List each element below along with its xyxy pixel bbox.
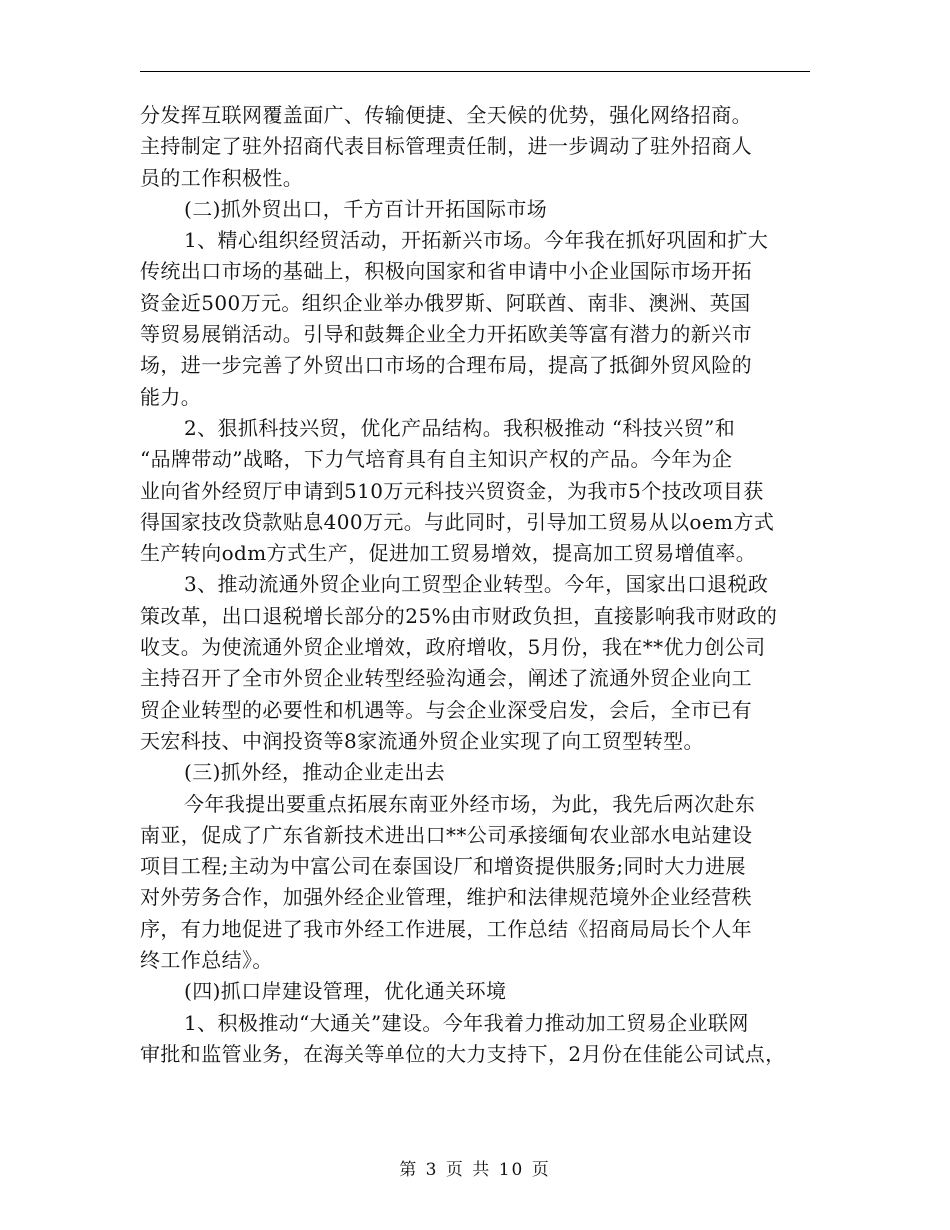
text-line: 主持制定了驻外招商代表目标管理责任制，进一步调动了驻外招商人 xyxy=(140,134,752,159)
text-line: 主持召开了全市外贸企业转型经验沟通会，阐述了流通外贸企业向工 xyxy=(140,666,752,691)
text-line: 传统出口市场的基础上，积极向国家和省申请中小企业国际市场开拓 xyxy=(140,259,752,284)
text-line: 1、积极推动“大通关”建设。今年我着力推动加工贸易企业联网 xyxy=(184,1010,749,1035)
text-line: 2、狠抓科技兴贸，优化产品结构。我积极推动 “科技兴贸”和 xyxy=(184,415,736,440)
text-line: 收支。为使流通外贸企业增效，政府增收，5月份，我在**优力创公司 xyxy=(140,635,766,660)
text-line: 员的工作积极性。 xyxy=(140,165,304,190)
document-body xyxy=(140,100,820,1070)
text-line: 1、精心组织经贸活动，开拓新兴市场。今年我在抓好巩固和扩大 xyxy=(184,228,769,253)
text-line: 终工作总结》。 xyxy=(140,948,273,973)
text-line: 对外劳务合作，加强外经企业管理，维护和法律规范境外企业经营秩 xyxy=(140,885,752,910)
text-line: 审批和监管业务，在海关等单位的大力支持下，2月份在佳能公司试点， xyxy=(140,1041,786,1066)
text-line: (四)抓口岸建设管理，优化通关环境 xyxy=(184,979,507,1004)
text-line: 分发挥互联网覆盖面广、传输便捷、全天候的优势，强化网络招商。 xyxy=(140,103,752,127)
text-line: 项目工程;主动为中富公司在泰国设厂和增资提供服务;同时大力进展 xyxy=(140,854,746,879)
text-line: 能力。 xyxy=(140,384,202,409)
text-line: 等贸易展销活动。引导和鼓舞企业全力开拓欧美等富有潜力的新兴市 xyxy=(140,322,752,347)
text-line: 资金近500万元。组织企业举办俄罗斯、阿联酋、南非、澳洲、英国 xyxy=(140,290,751,315)
text-line: “品牌带动”战略，下力气培育具有自主知识产权的产品。今年为企 xyxy=(140,447,733,472)
page-number: 第 3 页 共 10 页 xyxy=(399,1160,551,1180)
text-line: 天宏科技、中润投资等8家流通外贸企业实现了向工贸型转型。 xyxy=(140,728,704,753)
text-line: 序，有力地促进了我市外经工作进展，工作总结《招商局局长个人年 xyxy=(140,916,752,941)
text-line: 得国家技改贷款贴息400万元。与此同时，引导加工贸易从以oem方式 xyxy=(140,509,775,534)
text-line: 业向省外经贸厅申请到510万元科技兴贸资金，为我市5个技改项目获 xyxy=(140,478,764,503)
header-rule xyxy=(140,71,810,72)
text-line: (二)抓外贸出口，千方百计开拓国际市场 xyxy=(184,196,548,221)
text-line: 今年我提出要重点拓展东南亚外经市场，为此，我先后两次赴东 xyxy=(184,791,756,816)
text-line: (三)抓外经，推动企业走出去 xyxy=(184,760,446,785)
text-line: 生产转向odm方式生产，促进加工贸易增效，提高加工贸易增值率。 xyxy=(140,541,757,566)
text-line: 南亚，促成了广东省新技术进出口**公司承接缅甸农业部水电站建设 xyxy=(140,822,753,847)
text-line: 贸企业转型的必要性和机遇等。与会企业深受启发，会后，全市已有 xyxy=(140,697,752,722)
text-line: 策改革，出口退税增长部分的25%由市财政负担，直接影响我市财政的 xyxy=(140,603,778,628)
text-line: 3、推动流通外贸企业向工贸型企业转型。今年，国家出口退税政 xyxy=(184,572,769,597)
text-line: 场，进一步完善了外贸出口市场的合理布局，提高了抵御外贸风险的 xyxy=(140,353,752,378)
